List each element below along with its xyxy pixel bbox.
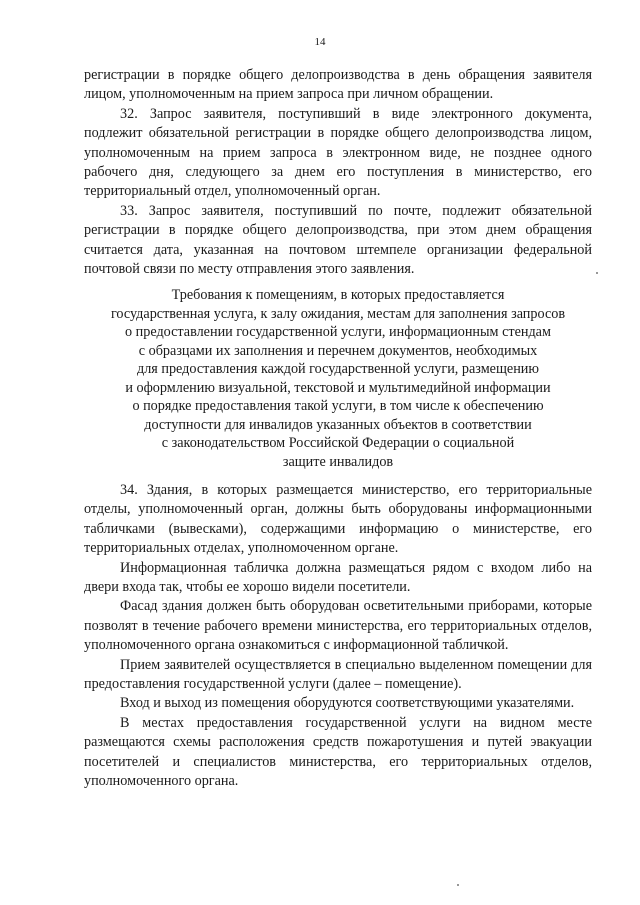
heading-line: с законодательством Российской Федерации о социальной <box>161 435 515 451</box>
paragraph-evacuation: В местах предоставления государственной услуги на видном месте размещаются схемы расположения средств пожаротушения и путей эвакуации посетителей и специалистов министерства, его территориальных отделов, уполномоченного органа. <box>84 714 592 790</box>
heading-line: с образцами их заполнения и перечнем документов, необходимых <box>138 342 538 359</box>
paragraph-entrance: Вход и выход из помещения оборудуются соответствующими указателями. <box>120 695 575 712</box>
heading-line: и оформлению визуальной, текстовой и мультимедийной информации <box>125 379 551 396</box>
heading-line: о предоставлении государственной услуги, информационным стендам <box>125 324 551 340</box>
heading-line: защите инвалидов <box>282 453 394 470</box>
heading-line: доступности для инвалидов указанных объектов в соответствии <box>144 416 532 433</box>
text-block-bottom <box>84 481 592 792</box>
paragraph-32: 32. Запрос заявителя, поступивший в виде электронного документа, подлежит обязательной регистрации в порядке общего делопроизводства лицом, уполномоченным на прием запроса в электронном виде, не позднее одного рабочего дня, следующего за днем его поступления в министерство, его территориальный отдел, уполномоченный орган. <box>84 105 592 200</box>
section-heading <box>84 286 592 471</box>
paragraph-33: 33. Запрос заявителя, поступивший по почте, подлежит обязательной регистрации в порядке общего делопроизводства, при этом днем обращения считается дата, указанная на почтовом штемпеле организации федеральной почтовой связи по месту отправления этого заявления. <box>84 202 592 278</box>
paragraph-info-sign: Информационная табличка должна размещаться рядом с входом либо на двери входа так, чтобы ее хорошо видели посетители. <box>84 559 592 596</box>
text-block-top <box>84 66 592 279</box>
page-number: 14 <box>314 36 326 48</box>
paragraph-facade: Фасад здания должен быть оборудован осветительными приборами, которые позволят в течение рабочего времени министерства, его территориальных отделов, уполномоченного органа ознакомиться с информационной табличкой. <box>84 598 592 654</box>
scan-speck <box>457 884 459 886</box>
paragraph-reception: Прием заявителей осуществляется в специально выделенном помещении для предоставления государственной услуги (далее – помещение). <box>84 656 592 693</box>
heading-line: о порядке предоставления такой услуги, в том числе к обеспечению <box>132 398 544 414</box>
paragraph-continuation: регистрации в порядке общего делопроизводства в день обращения заявителя лицом, уполномоченным на прием запроса при личном обращении. <box>84 67 592 103</box>
heading-line: Требования к помещениям, в которых предоставляется <box>171 287 505 303</box>
paragraph-34: 34. Здания, в которых размещается министерство, его территориальные отделы, уполномоченный орган, должны быть оборудованы информационными табличками (вывесками), содержащими информацию о министерстве, его территориальных отделах, уполномоченном органе. <box>84 482 592 557</box>
heading-line: для предоставления каждой государственной услуги, размещению <box>137 361 539 377</box>
heading-line: государственная услуга, к залу ожидания, местам для заполнения запросов <box>110 305 566 322</box>
scan-speck <box>596 272 598 274</box>
